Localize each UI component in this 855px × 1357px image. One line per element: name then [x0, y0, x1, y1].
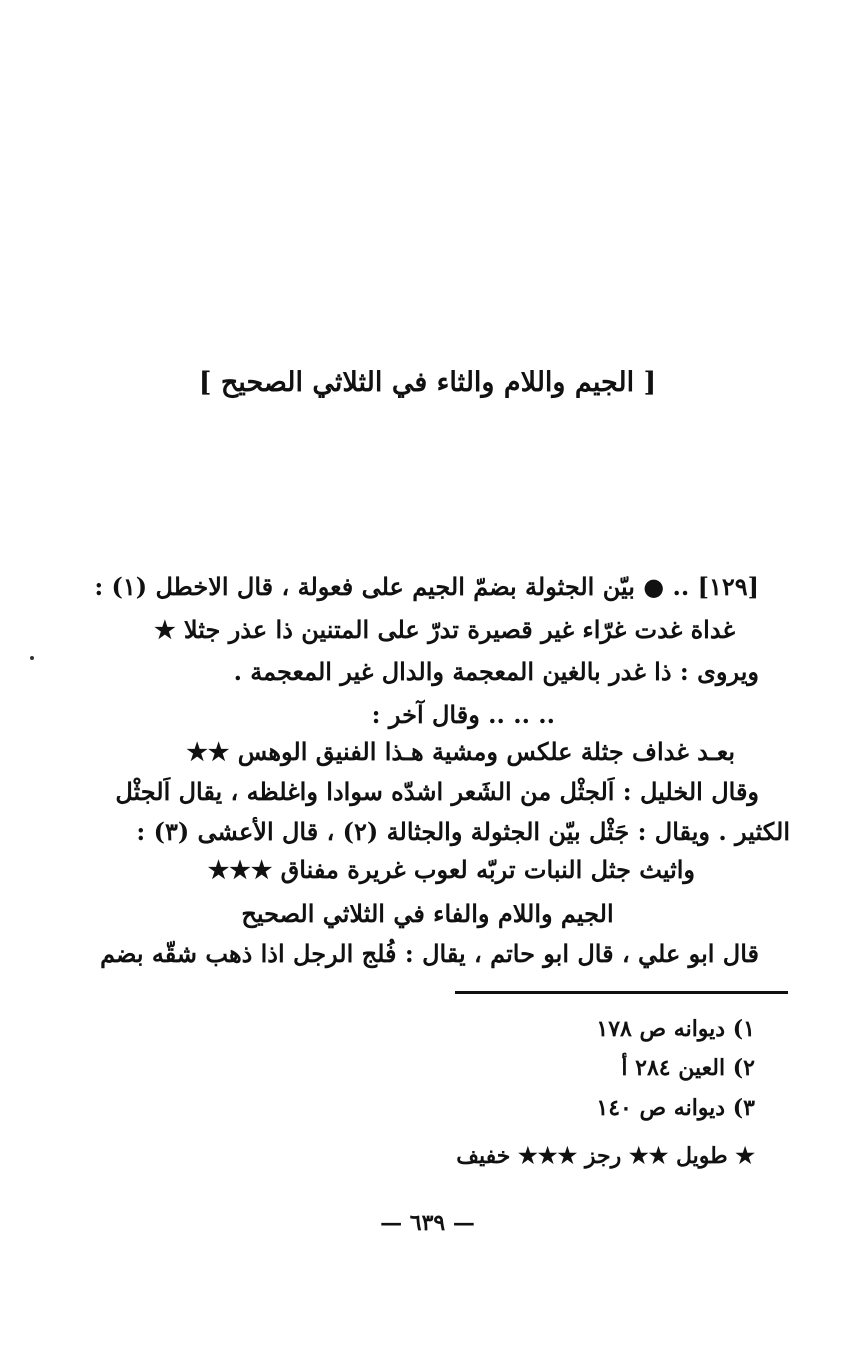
entry-line-6: وقال الخليل : اَلجثْل من الشَعر اشدّه سوادا واغلظه ، يقال اَلجثْل	[115, 777, 759, 806]
verse-line-2: بعـد غداف جثلة علكس ومشية هـذا الفنيق الوهس ★★	[186, 737, 735, 766]
verse-line-3: واثيث جثل النبات تربّه لعوب غريرة مفناق ★★★	[207, 855, 695, 884]
section-line: قال ابو علي ، قال ابو حاتم ، يقال : فُلج الرجل اذا ذهب شقّه بضم	[100, 939, 759, 968]
entry-line-4: .. .. .. وقال آخر :	[371, 700, 555, 729]
footnote-2: ٢) العين ٢٨٤ أ	[621, 1055, 755, 1081]
entry-line-1: [١٢٩] .. ● بيّن الجثولة بضمّ الجيم على فعولة ، قال الاخطل (١) :	[94, 572, 759, 601]
footnote-1: ١) ديوانه ص ١٧٨	[596, 1016, 755, 1042]
verse-line-1: غداة غدت غرّاء غير قصيرة تدرّ على المتنين ذا عذر جثلا ★	[154, 615, 735, 644]
margin-speck	[30, 656, 34, 660]
meter-key: ★ طويل ★★ رجز ★★★ خفيف	[456, 1143, 755, 1169]
footnote-rule	[455, 991, 788, 994]
chapter-title: [ الجيم واللام والثاء في الثلاثي الصحيح ]	[198, 367, 657, 398]
page-number: — ٦٣٩ —	[380, 1210, 475, 1236]
entry-line-3: ويروى : ذا غدر بالغين المعجمة والدال غير المعجمة .	[233, 657, 759, 686]
section-heading: الجيم واللام والفاء في الثلاثي الصحيح	[241, 899, 614, 928]
footnote-3: ٣) ديوانه ص ١٤٠	[596, 1095, 755, 1121]
entry-line-7: الكثير . ويقال : جَثْل بيّن الجثولة والجثالة (٢) ، قال الأعشى (٣) :	[136, 817, 790, 846]
